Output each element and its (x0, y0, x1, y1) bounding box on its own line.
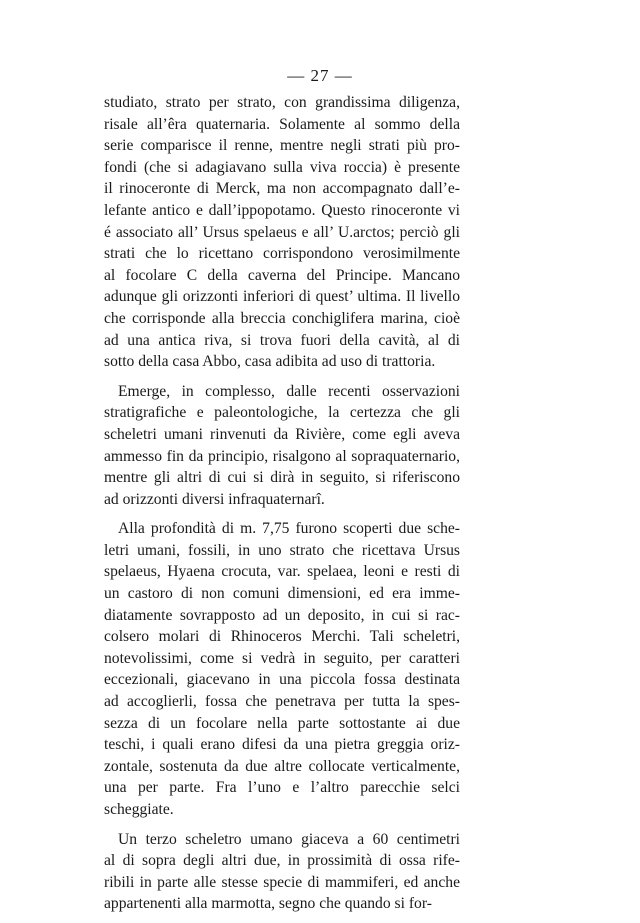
text-line: lefante antico e dall’ippopotamo. Questo rinoceronte vi (104, 201, 460, 219)
text-line: al di sopra degli altri due, in prossimità di ossa rife- (104, 852, 460, 870)
text-line: ribili in parte alle stesse specie di mammiferi, ed anche (104, 873, 460, 891)
text-line: il rinoceronte di Merck, ma non accompagnato dall’e- (104, 180, 460, 198)
text-line: Alla profondità di m. 7,75 furono scoperti due sche- (118, 520, 460, 538)
text-line: spelaeus, Hyaena crocuta, var. spelaea, leoni e resti di (104, 563, 460, 581)
text-line: scheletri umani rinvenuti da Rivière, come egli aveva (104, 425, 460, 443)
text-line: una per parte. Fra l’uno e l’altro parecchie selci (104, 779, 460, 797)
text-line: ammesso fin da principio, risalgono al sopraquaternario, (104, 447, 460, 465)
text-line: Emerge, in complesso, dalle recenti osservazioni (118, 382, 460, 400)
text-line: colsero molari di Rhinoceros Merchi. Tali scheletri, (104, 628, 460, 646)
page-number: — 27 — (287, 66, 353, 85)
text-line: ad una antica riva, si trova fuori della cavità, al di (104, 331, 460, 349)
text-line: studiato, strato per strato, con grandissima diligenza, (104, 94, 460, 111)
paragraph (104, 829, 460, 915)
paragraph (104, 92, 460, 373)
text-line: appartenenti alla marmotta, segno che quando si for- (104, 895, 432, 913)
text-line: mentre gli altri di cui si dirà in seguito, si riferiscono (104, 469, 460, 487)
text-line: che corrisponde alla breccia conchiglifera marina, cioè (104, 309, 460, 327)
text-line: scheggiate. (104, 801, 174, 818)
text-line: é associato all’ Ursus spelaeus e all’ U.arctos; perciò gli (104, 223, 460, 241)
text-line: stratigrafiche e paleontologiche, la certezza che gli (104, 404, 460, 422)
text-line: ad accoglierli, fossa che penetrava per tutta la spes- (104, 693, 460, 711)
text-line: fondi (che si adagiavano sulla viva roccia) è presente (104, 158, 460, 176)
text-line: Un terzo scheletro umano giaceva a 60 centimetri (118, 830, 460, 848)
text-line: al focolare C della caverna del Principe. Mancano (104, 266, 460, 284)
text-line: strati che lo ricettano corrispondono verosimilmente (104, 245, 460, 263)
text-line: un castoro di non comuni dimensioni, ed era imme- (104, 585, 460, 603)
paragraph (104, 518, 460, 820)
text-line: serie comparisce il renne, mentre negli strati più pro- (104, 137, 460, 155)
body-text (104, 92, 460, 923)
text-line: diatamente sovrapposto ad un deposito, in cui si rac- (104, 606, 460, 624)
paragraph (104, 381, 460, 511)
text-line: zontale, sostenuta da due altre collocate verticalmente, (104, 757, 460, 775)
text-line: teschi, i quali erano difesi da una pietra greggia oriz- (104, 736, 460, 754)
text-line: ad orizzonti diversi infraquaternarî. (104, 490, 325, 508)
text-line: risale all’êra quaternaria. Solamente al sommo della (104, 115, 460, 133)
text-line: adunque gli orizzonti inferiori di quest’ ultima. Il livello (104, 288, 460, 306)
text-line: letri umani, fossili, in uno strato che ricettava Ursus (104, 541, 460, 559)
text-line: eccezionali, giacevano in una piccola fossa destinata (104, 671, 460, 689)
text-line: sezza di un focolare nella parte sottostante ai due (104, 714, 460, 732)
text-line: notevolissimi, come si vedrà in seguito, per caratteri (104, 649, 460, 667)
text-line: sotto della casa Abbo, casa adibita ad uso di trattoria. (104, 353, 436, 371)
